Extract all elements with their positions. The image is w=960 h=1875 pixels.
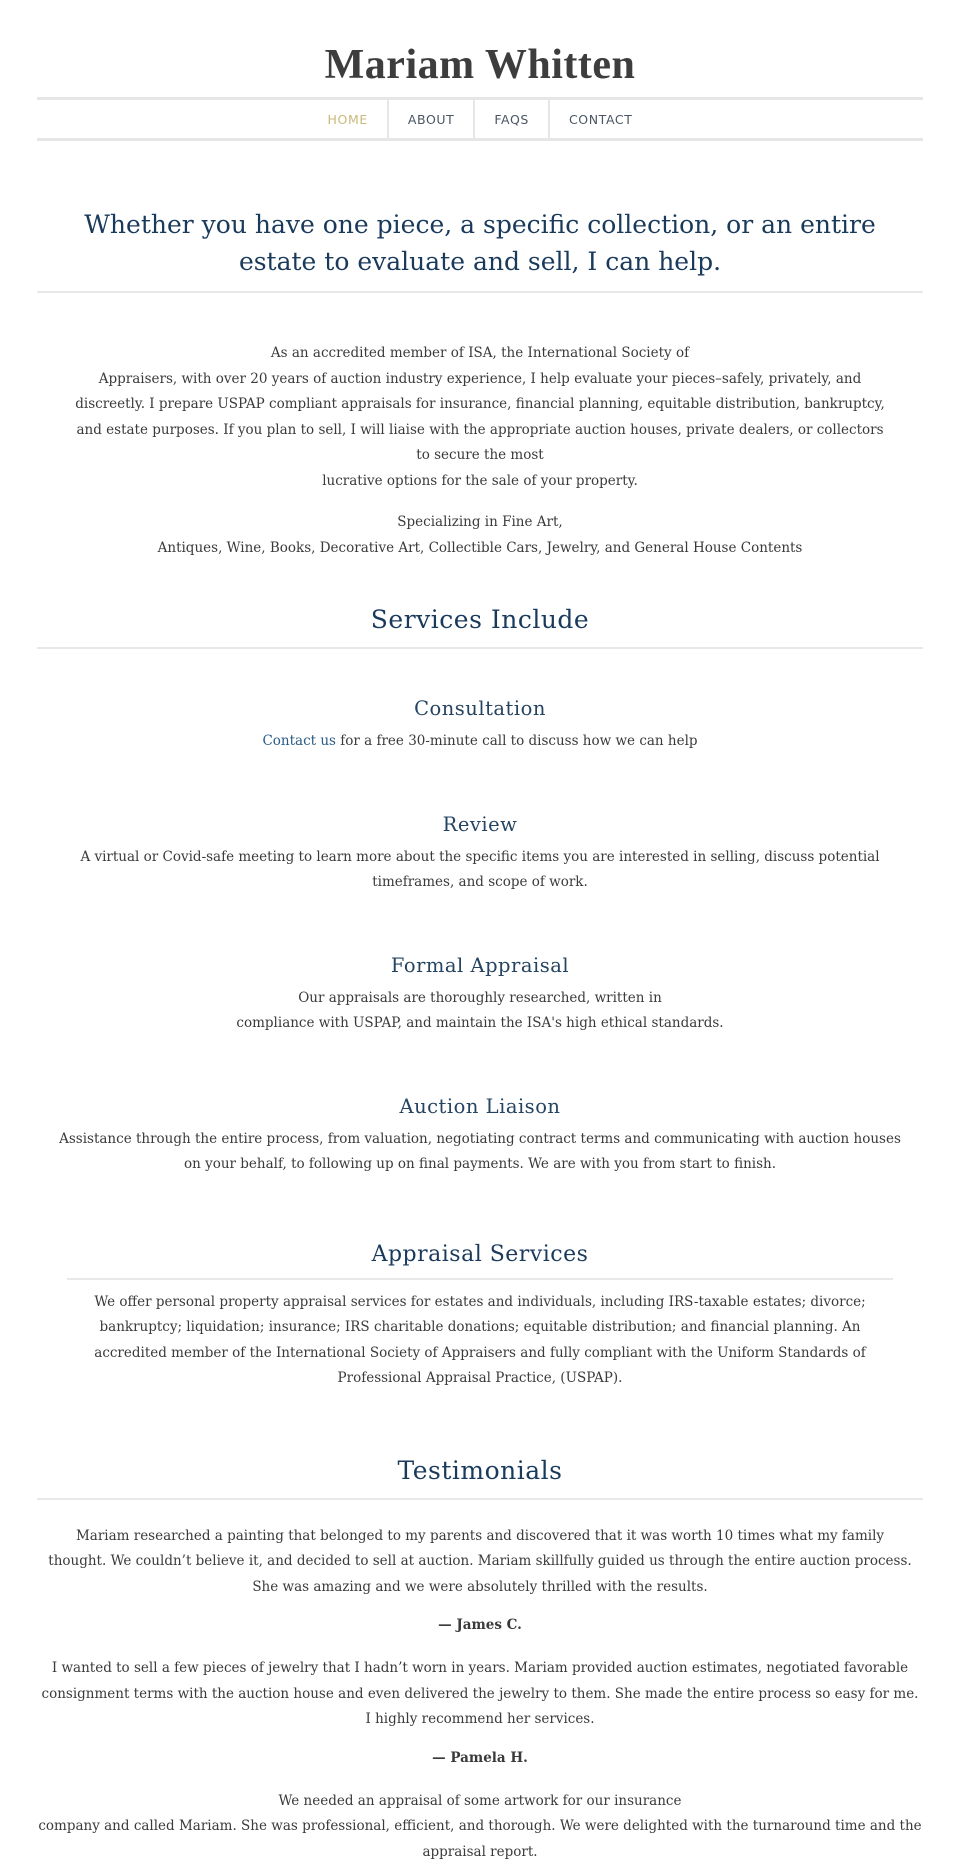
service-body-text: for a free 30-minute call to discuss how we can help	[335, 733, 698, 749]
hero-tagline: Whether you have one piece, a specific collection, or an entire estate to evaluate and sell, I can help.	[84, 210, 876, 276]
testimonial-author: — Pamela H.	[432, 1749, 528, 1766]
service-title: Auction Liaison	[399, 1094, 561, 1118]
service-formal-appraisal	[37, 952, 923, 1037]
page-container	[37, 0, 923, 1865]
service-body	[37, 986, 923, 1037]
testimonial-author: — James C.	[438, 1617, 522, 1633]
testimonial	[37, 1656, 923, 1766]
specialty-line: Specializing in Fine Art,	[397, 514, 563, 530]
nav-item-contact[interactable]: CONTACT	[568, 111, 633, 127]
specialty-paragraph	[37, 510, 923, 561]
service-title: Review	[442, 812, 518, 836]
divider	[37, 291, 923, 293]
nav-item-home[interactable]: HOME	[309, 100, 389, 138]
testimonial	[37, 1524, 923, 1634]
testimonials-title: Testimonials	[397, 1455, 563, 1485]
testimonial-quote	[37, 1789, 923, 1866]
intro-paragraph	[37, 341, 923, 494]
testimonial	[37, 1789, 923, 1866]
service-body: Assistance through the entire process, from valuation, negotiating contract terms and communicating with auction houses on your behalf, to following up on final payments. We are with you from start to finish.	[59, 1130, 901, 1172]
divider	[67, 1278, 893, 1280]
service-body-line: Our appraisals are thoroughly researched, written in	[298, 989, 662, 1006]
services-section	[37, 603, 923, 1178]
testimonial-line: We needed an appraisal of some artwork for our insurance	[278, 1792, 682, 1809]
testimonial-quote: I wanted to sell a few pieces of jewelry that I hadn’t worn in years. Mariam provided auction estimates, negotiated favorable consignment terms with the auction house and even delivered the jewelry to them. She made the entire process so easy for me. I highly recommend her services.	[41, 1660, 919, 1727]
service-title: Formal Appraisal	[390, 953, 570, 977]
nav-item-faqs[interactable]: FAQS	[475, 100, 550, 138]
service-body-line: compliance with USPAP, and maintain the ISA's high ethical standards.	[236, 1015, 724, 1031]
divider	[37, 647, 923, 649]
contact-us-link[interactable]: Contact us	[262, 733, 336, 749]
services-title: Services Include	[370, 605, 590, 634]
hero-section	[37, 206, 923, 293]
intro-section	[37, 341, 923, 561]
specialty-line: Antiques, Wine, Books, Decorative Art, Collectible Cars, Jewelry, and General House Contents	[157, 539, 803, 556]
intro-line: lucrative options for the sale of your property.	[322, 472, 638, 489]
service-auction-liaison	[37, 1093, 923, 1178]
intro-line: Appraisers, with over 20 years of auction industry experience, I help evaluate your pieces–safely, privately, and discreetly. I prepare USPAP compliant appraisals for insurance, financial planning, equitable distribution, bankruptcy, and estate purposes. If you plan to sell, I will liaise with the appropriate auction houses, private dealers, or collectors to secure the most	[75, 370, 885, 463]
site-title[interactable]: Mariam Whitten	[324, 42, 636, 88]
testimonial-line: company and called Mariam. She was professional, efficient, and thorough. We were delighted with the turnaround time and the appraisal report.	[38, 1818, 922, 1860]
appraisal-services-section	[37, 1240, 923, 1392]
service-body	[37, 729, 923, 755]
service-body: A virtual or Covid-safe meeting to learn more about the specific items you are interested in selling, discuss potential timeframes, and scope of work.	[80, 848, 880, 890]
service-consultation	[37, 695, 923, 755]
service-review	[37, 811, 923, 896]
appraisal-services-title: Appraisal Services	[371, 1241, 589, 1267]
divider	[37, 1498, 923, 1500]
appraisal-services-body: We offer personal property appraisal services for estates and individuals, including IRS-taxable estates; divorce; bankruptcy; liquidation; insurance; IRS charitable donations; equitable distribution; and financial planning. An accredited member of the International Society of Appraisers and fully compliant with the Uniform Standards of Professional Appraisal Practice, (USPAP).	[94, 1293, 866, 1386]
testimonial-quote: Mariam researched a painting that belonged to my parents and discovered that it was worth 10 times what my family thought. We couldn’t believe it, and decided to sell at auction. Mariam skillfully guided us through the entire auction process. She was amazing and we were absolutely thrilled with the results.	[48, 1527, 912, 1595]
nav-item-about[interactable]: ABOUT	[389, 100, 476, 138]
testimonials-section	[37, 1454, 923, 1866]
intro-line: As an accredited member of ISA, the International Society of	[270, 345, 690, 361]
site-header	[37, 0, 923, 141]
main-nav	[37, 97, 923, 141]
service-title: Consultation	[414, 697, 546, 720]
